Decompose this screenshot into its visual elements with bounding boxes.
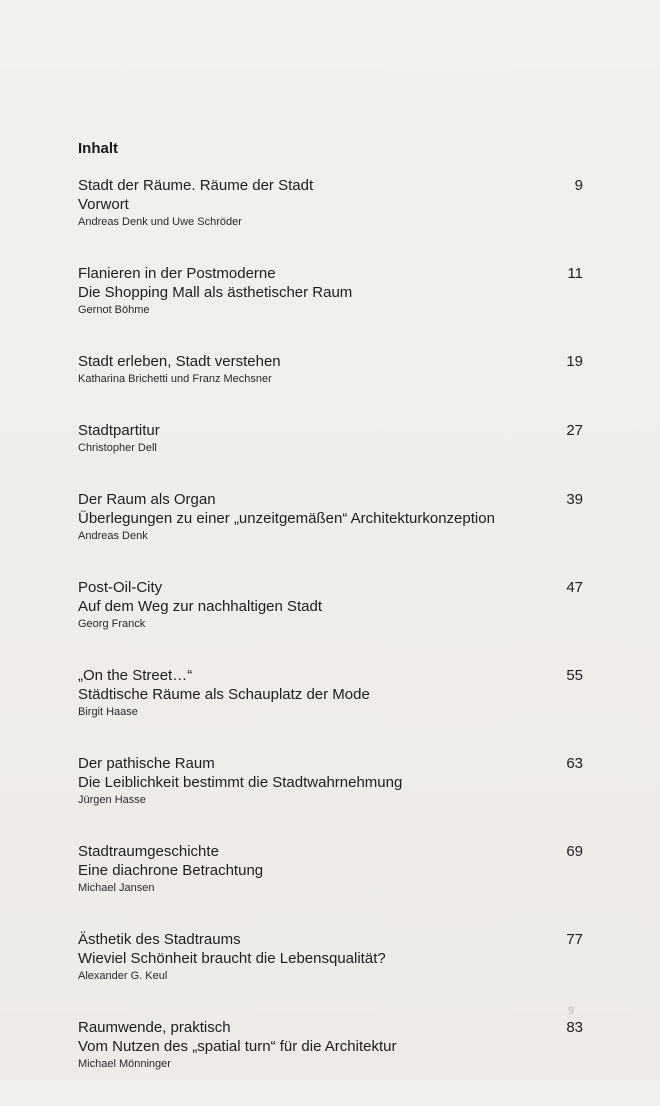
entry-authors: Michael Jansen [78,882,155,894]
entry-subtitle: Wieviel Schönheit braucht die Lebensqualität? [78,950,386,967]
toc-entry [78,842,583,896]
entry-page-number: 69 [566,843,583,860]
page-folio: 9 [568,1005,575,1017]
entry-authors: Alexander G. Keul [78,970,168,982]
entry-subtitle: Auf dem Weg zur nachhaltigen Stadt [78,598,323,615]
toc-entry [78,352,583,387]
entry-authors: Andreas Denk und Uwe Schröder [78,216,242,228]
entry-subtitle: Die Leiblichkeit bestimmt die Stadtwahrnehmung [78,774,403,791]
entry-subtitle: Die Shopping Mall als ästhetischer Raum [78,284,353,301]
entry-page-number: 47 [566,579,583,596]
entry-subtitle: Städtische Räume als Schauplatz der Mode [78,686,370,703]
entry-title: Flanieren in der Postmoderne [78,265,276,282]
entry-page-number: 11 [567,265,583,282]
entry-authors: Jürgen Hasse [78,794,146,806]
entry-title: Stadt erleben, Stadt verstehen [78,353,281,370]
entry-title: Post-Oil-City [78,579,163,596]
entry-title: Raumwende, praktisch [78,1019,231,1036]
toc-entry [78,578,583,632]
entry-subtitle: Vorwort [78,196,129,213]
toc-entry [78,421,583,456]
entry-page-number: 83 [566,1019,583,1036]
entry-authors: Gernot Böhme [78,304,150,316]
entry-page-number: 77 [566,931,583,948]
entry-page-number: 39 [566,491,583,508]
toc-entry [78,930,583,984]
entry-title: „On the Street…“ [78,667,193,684]
entry-authors: Georg Franck [78,618,146,630]
toc-entry [78,1018,583,1072]
entry-subtitle: Eine diachrone Betrachtung [78,862,264,879]
entry-page-number: 55 [566,667,583,684]
toc-entry [78,754,583,808]
entry-page-number: 27 [566,422,583,439]
entry-authors: Michael Mönninger [78,1058,171,1070]
entry-title: Stadtraumgeschichte [78,843,219,860]
entry-title: Ästhetik des Stadtraums [78,931,241,948]
toc-entry [78,176,583,230]
toc-heading: Inhalt [78,140,118,157]
entry-title: Der Raum als Organ [78,491,216,508]
table-of-contents [78,176,583,1106]
entry-subtitle: Vom Nutzen des „spatial turn“ für die Architektur [78,1038,397,1055]
entry-title: Der pathische Raum [78,755,215,772]
entry-title: Stadtpartitur [78,422,160,439]
entry-page-number: 19 [566,353,583,370]
entry-page-number: 63 [566,755,583,772]
entry-subtitle: Überlegungen zu einer „unzeitgemäßen“ Architekturkonzeption [78,510,495,527]
entry-page-number: 9 [574,177,583,194]
entry-title: Stadt der Räume. Räume der Stadt [78,177,314,194]
entry-authors: Katharina Brichetti und Franz Mechsner [78,373,272,385]
entry-authors: Christopher Dell [78,442,157,454]
toc-entry [78,490,583,544]
entry-authors: Birgit Haase [78,706,138,718]
toc-entry [78,264,583,318]
toc-entry [78,666,583,720]
entry-authors: Andreas Denk [78,530,148,542]
